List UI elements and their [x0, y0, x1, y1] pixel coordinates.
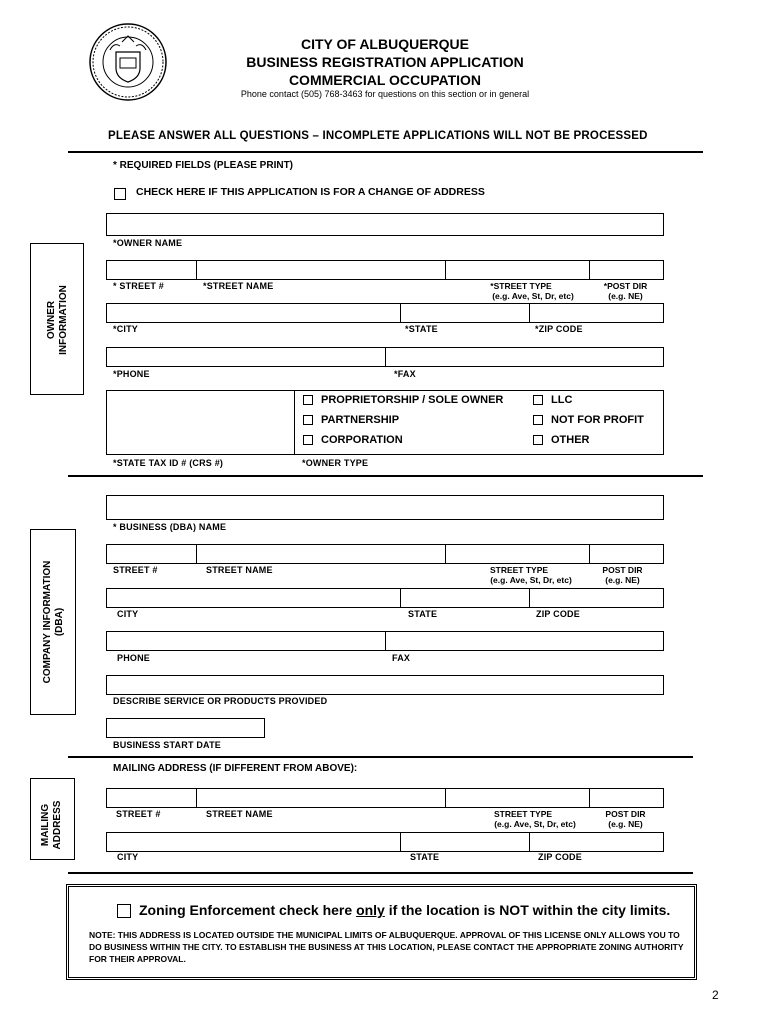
city-seal — [88, 22, 168, 102]
mailing-state-label: STATE — [410, 852, 440, 862]
other-checkbox[interactable] — [533, 435, 543, 445]
business-dba-name-field[interactable] — [106, 495, 664, 520]
owner-street-name-field[interactable] — [196, 260, 446, 280]
owner-name-field[interactable] — [106, 213, 664, 236]
mailing-street-type-text: STREET TYPE — [493, 809, 553, 819]
llc-checkbox[interactable] — [533, 395, 543, 405]
company-post-dir-example: (e.g. NE) — [605, 575, 640, 585]
corporation-label: CORPORATION — [321, 434, 403, 446]
company-side-line1: COMPANY INFORMATION — [42, 560, 53, 684]
owner-state-field[interactable] — [400, 303, 530, 323]
change-address-checkbox[interactable] — [114, 188, 126, 200]
header-occupation: COMMERCIAL OCCUPATION — [288, 72, 482, 88]
mailing-street-type-label — [448, 809, 598, 829]
company-zip-label: ZIP CODE — [536, 609, 580, 619]
mailing-heading: MAILING ADDRESS (IF DIFFERENT FROM ABOVE): — [113, 763, 358, 774]
company-zip-field[interactable] — [529, 588, 664, 608]
business-start-date-field[interactable] — [106, 718, 265, 738]
change-address-label: CHECK HERE IF THIS APPLICATION IS FOR A CHANGE OF ADDRESS — [136, 186, 485, 198]
company-post-dir-text: POST DIR — [602, 565, 643, 575]
owner-phone-label: *PHONE — [113, 369, 150, 379]
owner-city-field[interactable] — [106, 303, 401, 323]
company-street-name-field[interactable] — [196, 544, 446, 564]
not-for-profit-checkbox[interactable] — [533, 415, 543, 425]
business-start-date-label: BUSINESS START DATE — [113, 740, 221, 750]
not-for-profit-label: NOT FOR PROFIT — [551, 414, 644, 426]
zoning-checkbox[interactable] — [117, 904, 131, 918]
company-city-field[interactable] — [106, 588, 401, 608]
header-app-title: BUSINESS REGISTRATION APPLICATION — [246, 54, 524, 70]
owner-section-label — [30, 243, 84, 395]
describe-service-field[interactable] — [106, 675, 664, 695]
owner-fax-label: *FAX — [394, 369, 416, 379]
mailing-side-line2: ADDRESS — [52, 800, 63, 850]
company-street-type-label — [444, 565, 594, 585]
owner-street-number-field[interactable] — [106, 260, 197, 280]
header-city: CITY OF ALBUQUERQUE — [300, 36, 469, 52]
company-phone-field[interactable] — [106, 631, 386, 651]
company-phone-label: PHONE — [117, 653, 151, 663]
owner-type-label: *OWNER TYPE — [302, 458, 369, 468]
state-tax-id-label: *STATE TAX ID # (CRS #) — [113, 458, 224, 468]
state-tax-id-field[interactable] — [106, 390, 295, 455]
owner-street-name-label: *STREET NAME — [203, 281, 274, 291]
company-side-line2: (DBA) — [54, 607, 65, 637]
owner-city-label: *CITY — [113, 324, 139, 334]
mailing-zip-label: ZIP CODE — [538, 852, 582, 862]
mailing-street-name-field[interactable] — [196, 788, 446, 808]
required-note: * REQUIRED FIELDS (PLEASE PRINT) — [113, 160, 294, 171]
company-post-dir-label — [580, 565, 665, 585]
mailing-street-name-label: STREET NAME — [206, 809, 273, 819]
owner-post-dir-text: *POST DIR — [603, 281, 648, 291]
company-street-name-label: STREET NAME — [206, 565, 273, 575]
zoning-box — [66, 884, 697, 980]
owner-street-type-example: (e.g. Ave, St, Dr, etc) — [492, 291, 574, 301]
company-state-label: STATE — [408, 609, 438, 619]
page-number: 2 — [712, 988, 719, 1002]
corporation-checkbox[interactable] — [303, 435, 313, 445]
top-divider — [68, 151, 703, 153]
mailing-street-type-example: (e.g. Ave, St, Dr, etc) — [494, 819, 576, 829]
partnership-label: PARTNERSHIP — [321, 414, 400, 426]
mailing-post-dir-field[interactable] — [589, 788, 664, 808]
mailing-zip-field[interactable] — [529, 832, 664, 852]
llc-label: LLC — [551, 394, 573, 406]
company-fax-field[interactable] — [385, 631, 664, 651]
owner-post-dir-label — [583, 281, 668, 301]
owner-name-label: *OWNER NAME — [113, 238, 183, 248]
company-section-label — [30, 529, 76, 715]
mailing-divider — [68, 872, 693, 874]
partnership-checkbox[interactable] — [303, 415, 313, 425]
mailing-street-number-label: STREET # — [116, 809, 161, 819]
company-street-number-label: STREET # — [113, 565, 158, 575]
incomplete-notice: PLEASE ANSWER ALL QUESTIONS – INCOMPLETE APPLICATIONS WILL NOT BE PROCESSED — [108, 130, 648, 142]
owner-zip-field[interactable] — [529, 303, 664, 323]
mailing-city-label: CITY — [117, 852, 139, 862]
mailing-street-type-field[interactable] — [445, 788, 590, 808]
company-fax-label: FAX — [392, 653, 411, 663]
proprietorship-label: PROPRIETORSHIP / SOLE OWNER — [321, 394, 504, 406]
owner-fax-field[interactable] — [385, 347, 664, 367]
other-label: OTHER — [551, 434, 590, 446]
owner-zip-label: *ZIP CODE — [535, 324, 583, 334]
company-street-type-field[interactable] — [445, 544, 590, 564]
mailing-state-field[interactable] — [400, 832, 530, 852]
mailing-post-dir-example: (e.g. NE) — [608, 819, 643, 829]
company-post-dir-field[interactable] — [589, 544, 664, 564]
owner-street-type-text: *STREET TYPE — [490, 281, 552, 291]
zoning-note: NOTE: THIS ADDRESS IS LOCATED OUTSIDE THE MUNICIPAL LIMITS OF ALBUQUERQUE. APPROVAL OF THIS LICENSE ONLY ALLOWS YOU TO DO BUSINESS WITHIN THE CITY. TO ESTABLISH THE BUSINESS AT THIS LOCATION, PLEASE CONTACT THE APPROPRIATE ZONING AUTHORITY FOR THEIR APPROVAL. — [89, 930, 684, 964]
zoning-label-only: only — [356, 902, 385, 918]
owner-side-line2: INFORMATION — [58, 285, 69, 355]
proprietorship-checkbox[interactable] — [303, 395, 313, 405]
mailing-side-line1: MAILING — [40, 803, 51, 847]
mailing-city-field[interactable] — [106, 832, 401, 852]
company-street-number-field[interactable] — [106, 544, 197, 564]
mailing-section-label — [30, 778, 75, 860]
owner-street-number-label: * STREET # — [113, 281, 165, 291]
zoning-label-post: if the location is NOT within the city limits. — [384, 902, 671, 918]
owner-state-label: *STATE — [405, 324, 438, 334]
company-street-type-text: STREET TYPE — [489, 565, 549, 575]
owner-phone-field[interactable] — [106, 347, 386, 367]
business-dba-name-label: * BUSINESS (DBA) NAME — [113, 522, 227, 532]
company-city-label: CITY — [117, 609, 139, 619]
owner-post-dir-example: (e.g. NE) — [608, 291, 643, 301]
owner-side-line1: OWNER — [46, 300, 57, 340]
zoning-label — [139, 902, 670, 918]
mailing-post-dir-text: POST DIR — [605, 809, 646, 819]
owner-post-dir-field[interactable] — [589, 260, 664, 280]
owner-street-type-field[interactable] — [445, 260, 590, 280]
company-street-type-example: (e.g. Ave, St, Dr, etc) — [490, 575, 572, 585]
describe-service-label: DESCRIBE SERVICE OR PRODUCTS PROVIDED — [113, 696, 328, 706]
mailing-street-number-field[interactable] — [106, 788, 197, 808]
owner-divider — [68, 475, 703, 477]
company-divider — [68, 756, 693, 758]
owner-street-type-label — [446, 281, 596, 301]
zoning-label-pre: Zoning Enforcement check here — [139, 902, 357, 918]
mailing-post-dir-label — [583, 809, 668, 829]
header-phone: Phone contact (505) 768-3463 for questions on this section or in general — [240, 89, 530, 99]
company-state-field[interactable] — [400, 588, 530, 608]
